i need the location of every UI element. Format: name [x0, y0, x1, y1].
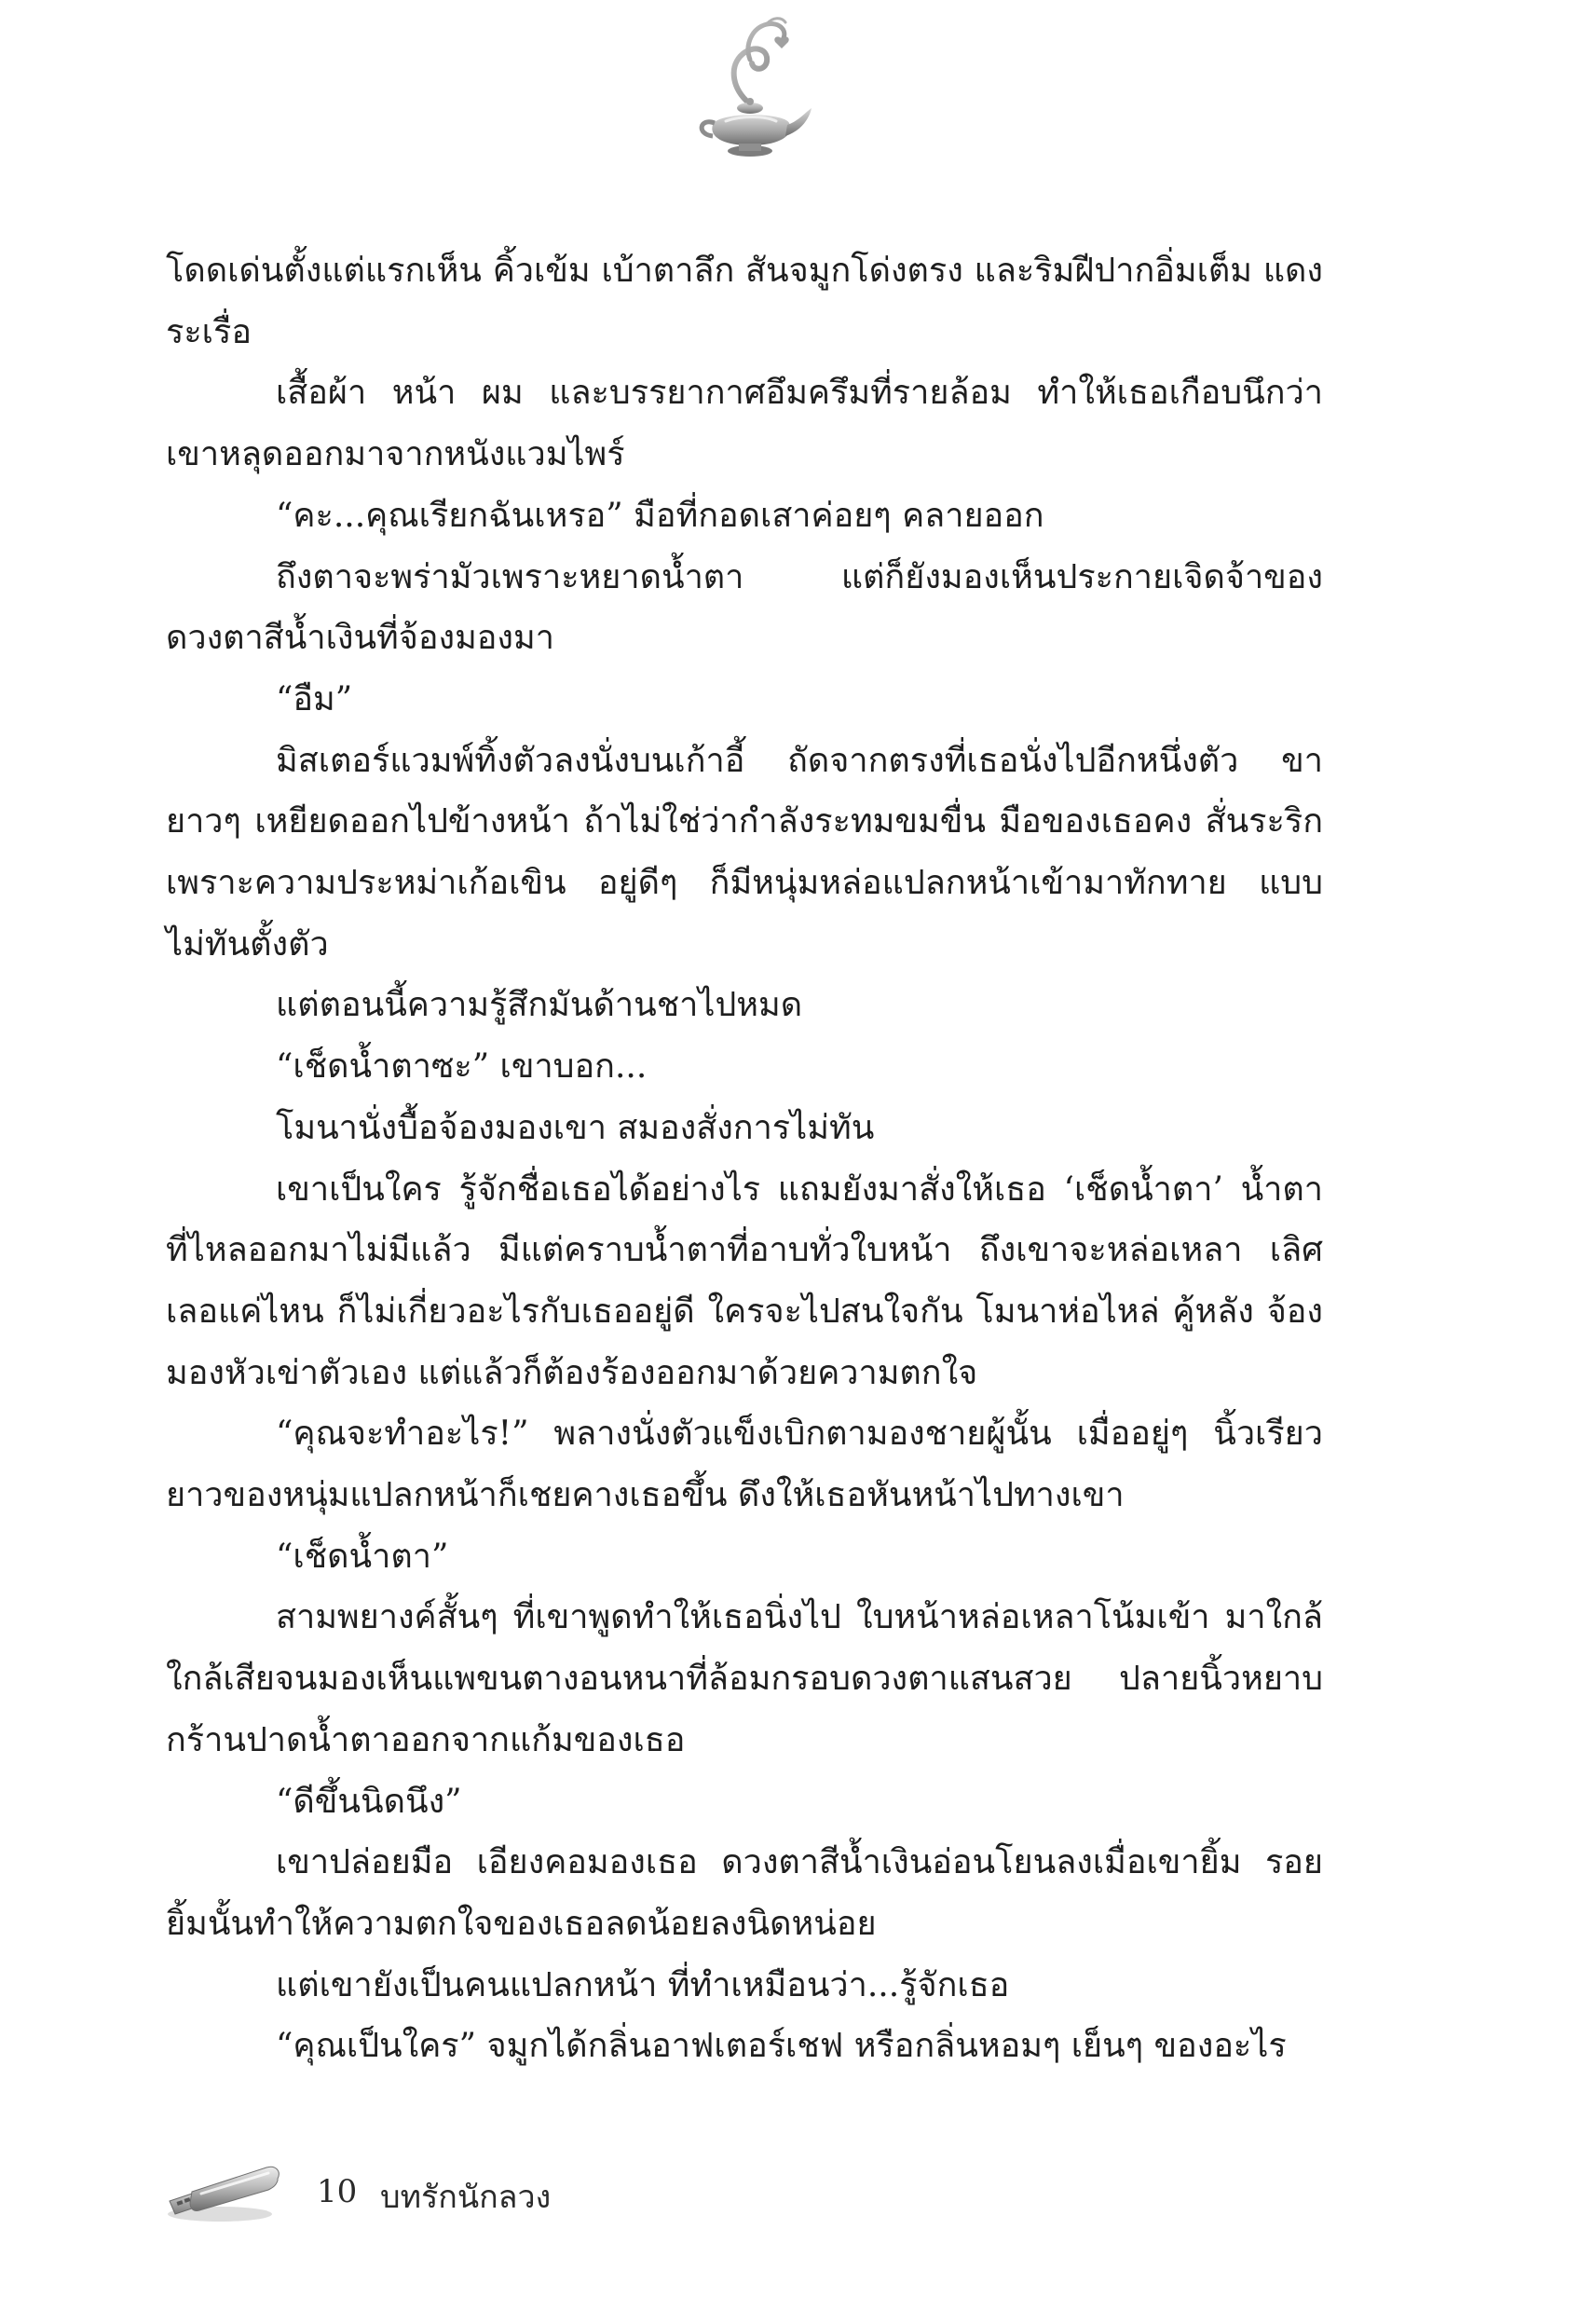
page-footer	[164, 2153, 816, 2227]
paragraph: ถึงตาจะพร่ามัวเพราะหยาดน้ำตา แต่ก็ยังมองเห็นประกายเจิดจ้าของ ดวงตาสีน้ำเงินที่จ้องมองมา	[166, 557, 1323, 658]
paragraph: “คุณจะทำอะไร!” พลางนั่งตัวแข็งเบิกตามองชายผู้นั้น เมื่ออยู่ๆ นิ้วเรียวยาวของหนุ่มแปลกหน้าก็เชยคางเธอขึ้น ดึงให้เธอหันหน้าไปทางเขา	[166, 1415, 1323, 1515]
body-text	[166, 240, 1323, 2077]
paragraph: “คะ...คุณเรียกฉันเหรอ” มือที่กอดเสาค่อยๆ คลายออก	[276, 496, 1044, 535]
paragraph: “อืม”	[276, 679, 353, 718]
paragraph: “คุณเป็นใคร” จมูกได้กลิ่นอาฟเตอร์เชฟ หรือกลิ่นหอมๆ เย็นๆ ของอะไร	[276, 2027, 1287, 2066]
paragraph: “ดีขึ้นนิดนึง”	[276, 1782, 462, 1821]
paragraph: เสื้อผ้า หน้า ผม และบรรยากาศอึมครึมที่รายล้อม ทำให้เธอเกือบนึกว่า เขาหลุดออกมาจากหนังแวมไพร์	[166, 374, 1323, 474]
book-title: บทรักนักลวง	[380, 2179, 552, 2216]
paragraph: “เช็ดน้ำตา”	[276, 1537, 449, 1576]
paragraph: โมนานั่งบื้อจ้องมองเขา สมองสั่งการไม่ทัน	[276, 1108, 875, 1147]
paragraph: “เช็ดน้ำตาซะ” เขาบอก...	[276, 1047, 648, 1087]
paragraph: เขาปล่อยมือ เอียงคอมองเธอ ดวงตาสีน้ำเงินอ่อนโยนลงเมื่อเขายิ้ม รอยยิ้มนั้นทำให้ความตกใจของเธอลดน้อยลงนิดหน่อย	[166, 1843, 1323, 1943]
usb-drive-icon	[164, 2153, 285, 2227]
magic-lamp-ornament-icon	[685, 11, 815, 160]
paragraph: มิสเตอร์แวมพ์ทิ้งตัวลงนั่งบนเก้าอี้ ถัดจากตรงที่เธอนั่งไปอีกหนึ่งตัว ขายาวๆ เหยียดออกไปข้างหน้า ถ้าไม่ใช่ว่ากำลังระทมขมขื่น มือของเธอคง สั่นระริกเพราะความประหม่าเก้อเขิน อยู่ดีๆ ก็มีหนุ่มหล่อแปลกหน้าเข้ามาทักทาย แบบไม่ทันตั้งตัว	[166, 741, 1323, 964]
paragraph: เขาเป็นใคร รู้จักชื่อเธอได้อย่างไร แถมยังมาสั่งให้เธอ ‘เช็ดน้ำตา’ น้ำตา ที่ไหลออกมาไม่มีแล้ว มีแต่คราบน้ำตาที่อาบทั่วใบหน้า ถึงเขาจะหล่อเหลา เลิศเลอแค่ไหน ก็ไม่เกี่ยวอะไรกับเธออยู่ดี ใครจะไปสนใจกัน โมนาห่อไหล่ คู้หลัง จ้องมองหัวเข่าตัวเอง แต่แล้วก็ต้องร้องออกมาด้วยความตกใจ	[166, 1169, 1323, 1392]
paragraph: สามพยางค์สั้นๆ ที่เขาพูดทำให้เธอนิ่งไป ใบหน้าหล่อเหลาโน้มเข้า มาใกล้ ใกล้เสียจนมองเห็นแพขนตางอนหนาที่ล้อมกรอบดวงตาแสนสวย ปลายนิ้วหยาบกร้านปาดน้ำตาออกจากแก้มของเธอ	[166, 1598, 1323, 1759]
paragraph: แต่ตอนนี้ความรู้สึกมันด้านชาไปหมด	[276, 986, 803, 1025]
paragraph: โดดเด่นตั้งแต่แรกเห็น คิ้วเข้ม เบ้าตาลึก สันจมูกโด่งตรง และริมฝีปากอิ่มเต็ม แดงระเรื่อ	[166, 252, 1323, 351]
paragraph: แต่เขายังเป็นคนแปลกหน้า ที่ทำเหมือนว่า...รู้จักเธอ	[276, 1965, 1010, 2004]
page-number: 10	[317, 2173, 358, 2210]
